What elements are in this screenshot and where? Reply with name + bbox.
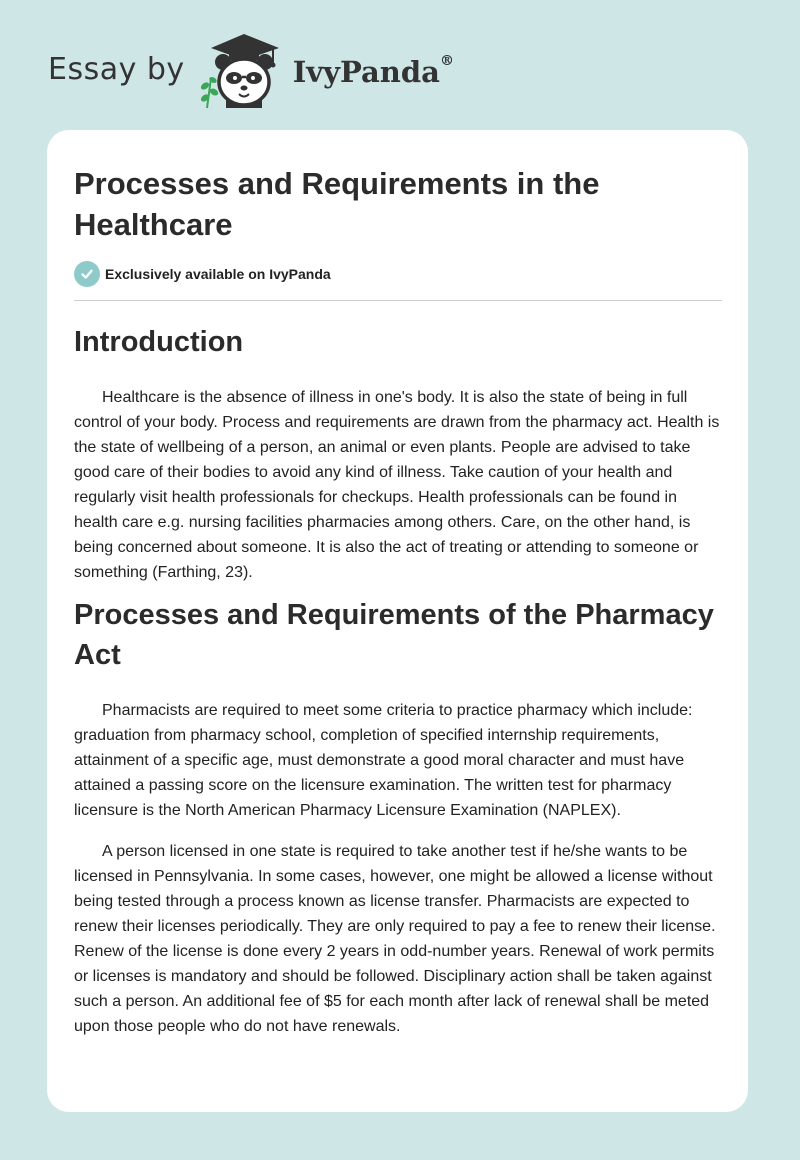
section-heading-pharmacy-act: Processes and Requirements of the Pharmacy Act bbox=[74, 599, 714, 671]
article-card bbox=[47, 130, 748, 1112]
divider bbox=[74, 300, 722, 301]
site-header bbox=[48, 30, 454, 110]
exclusive-badge bbox=[74, 261, 724, 287]
leaf-icon bbox=[199, 76, 219, 108]
section-heading-introduction: Introduction bbox=[74, 326, 244, 358]
panda-logo-icon[interactable] bbox=[199, 30, 289, 110]
paragraph: Pharmacists are required to meet some criteria to practice pharmacy which include: graduation from pharmacy school, completion of specified internship requirements, attainment of a specific age, must demonstrate a good moral character and must have attained a passing score on the licensure examination. The written test for pharmacy licensure is the North American Pharmacy Licensure Examination (NAPLEX). bbox=[74, 702, 693, 819]
paragraph: Healthcare is the absence of illness in one's body. It is also the state of being in full control of your body. Process and requirements are drawn from the pharmacy act. Health is the state of wellbeing of a person, an animal or even plants. People are advised to take good care of their bodies to avoid any kind of illness. Take caution of your health and regularly visit health professionals for checkups. Health professionals can be found in health care e.g. nursing facilities pharmacies among others. Care, on the other hand, is being concerned about someone. It is also the act of treating or attending to someone or something (Farthing, 23). bbox=[74, 389, 720, 581]
article-content bbox=[74, 130, 724, 1039]
brand-name[interactable]: IvyPanda® bbox=[292, 53, 454, 89]
check-icon bbox=[74, 261, 100, 287]
essay-by-label: Essay by bbox=[48, 51, 185, 87]
article-title: Processes and Requirements in the Healthcare bbox=[74, 166, 600, 242]
exclusive-label: Exclusively available on IvyPanda bbox=[105, 266, 331, 282]
paragraph: A person licensed in one state is required to take another test if he/she wants to be licensed in Pennsylvania. In some cases, however, one might be allowed a license without being tested through a process known as license transfer. Pharmacists are expected to renew their licenses periodically. They are only required to pay a fee to renew their license. Renew of the license is done every 2 years in odd-number years. Renewal of work permits or licenses is mandatory and should be followed. Disciplinary action shall be taken against such a person. An additional fee of $5 for each month after lack of renewal shall be meted upon those people who do not have renewals. bbox=[74, 843, 716, 1035]
